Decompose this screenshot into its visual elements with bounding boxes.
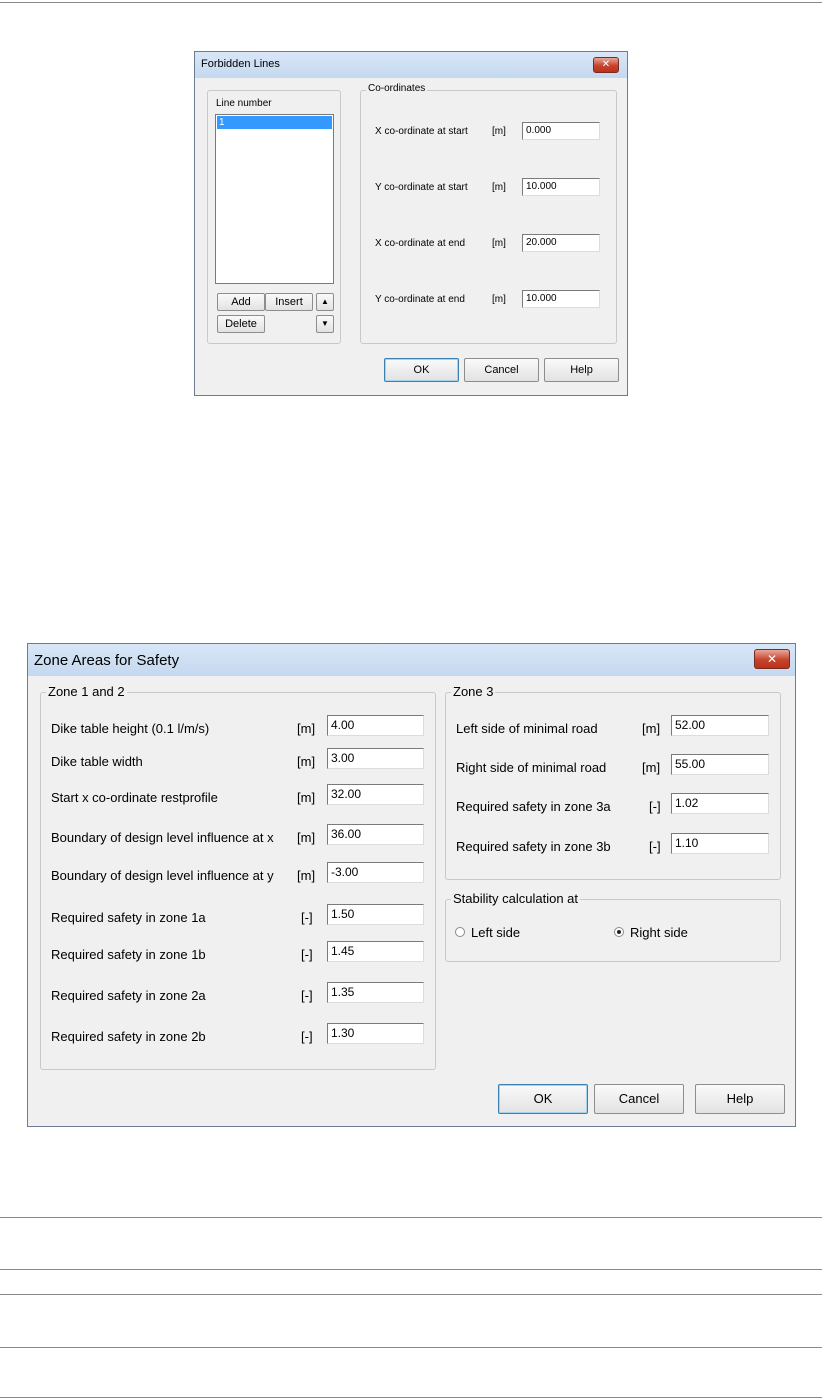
arrow-down-icon: ▼ <box>321 319 329 328</box>
boundary-y-input[interactable]: -3.00 <box>327 862 424 883</box>
zone-1-2-legend: Zone 1 and 2 <box>48 684 125 699</box>
safety-2a-unit: [-] <box>301 988 313 1003</box>
x-start-unit: [m] <box>492 126 506 137</box>
right-side-radio[interactable] <box>614 927 624 937</box>
safety-1b-input[interactable]: 1.45 <box>327 941 424 962</box>
safety-1a-unit: [-] <box>301 910 313 925</box>
ok-button[interactable]: OK <box>384 358 459 382</box>
close-button[interactable] <box>754 649 790 669</box>
move-down-button[interactable] <box>316 315 334 333</box>
safety-3b-input[interactable]: 1.10 <box>671 833 769 854</box>
list-item[interactable]: 1 <box>217 116 332 129</box>
left-road-unit: [m] <box>642 721 661 736</box>
left-road-input[interactable]: 52.00 <box>671 715 769 736</box>
page-footer-rule-2 <box>0 1269 822 1270</box>
line-number-label: Line number <box>216 98 272 109</box>
x-end-input[interactable]: 20.000 <box>522 234 600 252</box>
safety-2b-unit: [-] <box>301 1029 313 1044</box>
line-number-list[interactable] <box>215 114 334 284</box>
page-footer-rule-1 <box>0 1217 822 1218</box>
stability-legend: Stability calculation at <box>453 891 579 906</box>
dike-height-label: Dike table height (0.1 l/m/s) <box>51 721 210 736</box>
insert-button[interactable]: Insert <box>265 293 313 311</box>
title-bar[interactable] <box>28 644 795 676</box>
delete-button[interactable]: Delete <box>217 315 265 333</box>
page-header-rule <box>0 2 822 3</box>
title-bar[interactable] <box>195 52 627 78</box>
boundary-x-input[interactable]: 36.00 <box>327 824 424 845</box>
dike-width-unit: [m] <box>297 754 316 769</box>
dialog-client <box>198 78 624 392</box>
y-start-input[interactable]: 10.000 <box>522 178 600 196</box>
page-footer-rule-4 <box>0 1347 822 1348</box>
dialog-client <box>31 676 792 1123</box>
safety-3a-unit: [-] <box>649 799 661 814</box>
coordinates-legend: Co-ordinates <box>368 83 426 94</box>
help-button[interactable]: Help <box>544 358 619 382</box>
x-end-unit: [m] <box>492 238 506 249</box>
left-side-label[interactable]: Left side <box>471 925 521 940</box>
left-road-label: Left side of minimal road <box>456 721 598 736</box>
start-x-input[interactable]: 32.00 <box>327 784 424 805</box>
dialog-title: Forbidden Lines <box>201 58 280 70</box>
boundary-x-label: Boundary of design level influence at x <box>51 830 274 845</box>
safety-3a-input[interactable]: 1.02 <box>671 793 769 814</box>
ok-button[interactable]: OK <box>498 1084 588 1114</box>
arrow-up-icon: ▲ <box>321 297 329 306</box>
safety-1a-label: Required safety in zone 1a <box>51 910 206 925</box>
safety-1a-input[interactable]: 1.50 <box>327 904 424 925</box>
close-icon: ✕ <box>766 652 778 666</box>
dike-width-label: Dike table width <box>51 754 143 769</box>
y-start-unit: [m] <box>492 182 506 193</box>
y-end-label: Y co-ordinate at end <box>375 294 465 305</box>
y-end-input[interactable]: 10.000 <box>522 290 600 308</box>
cancel-button[interactable]: Cancel <box>594 1084 684 1114</box>
x-start-label: X co-ordinate at start <box>375 126 468 137</box>
zone-3-legend: Zone 3 <box>453 684 494 699</box>
right-road-label: Right side of minimal road <box>456 760 607 775</box>
safety-2b-label: Required safety in zone 2b <box>51 1029 206 1044</box>
start-x-label: Start x co-ordinate restprofile <box>51 790 218 805</box>
safety-2b-input[interactable]: 1.30 <box>327 1023 424 1044</box>
safety-3b-unit: [-] <box>649 839 661 854</box>
right-road-input[interactable]: 55.00 <box>671 754 769 775</box>
dike-width-input[interactable]: 3.00 <box>327 748 424 769</box>
boundary-x-unit: [m] <box>297 830 316 845</box>
boundary-y-label: Boundary of design level influence at y <box>51 868 274 883</box>
close-button[interactable] <box>593 57 619 73</box>
x-end-label: X co-ordinate at end <box>375 238 466 249</box>
dike-height-input[interactable]: 4.00 <box>327 715 424 736</box>
cancel-button[interactable]: Cancel <box>464 358 539 382</box>
y-end-unit: [m] <box>492 294 506 305</box>
right-side-label[interactable]: Right side <box>630 925 688 940</box>
safety-3b-label: Required safety in zone 3b <box>456 839 611 854</box>
forbidden-lines-dialog <box>194 51 628 396</box>
start-x-unit: [m] <box>297 790 316 805</box>
move-up-button[interactable] <box>316 293 334 311</box>
safety-2a-input[interactable]: 1.35 <box>327 982 424 1003</box>
safety-1b-unit: [-] <box>301 947 313 962</box>
boundary-y-unit: [m] <box>297 868 316 883</box>
right-road-unit: [m] <box>642 760 661 775</box>
safety-3a-label: Required safety in zone 3a <box>456 799 611 814</box>
left-side-radio[interactable] <box>455 927 465 937</box>
zone-areas-dialog <box>27 643 796 1127</box>
add-button[interactable]: Add <box>217 293 265 311</box>
close-icon: ✕ <box>601 59 611 70</box>
safety-2a-label: Required safety in zone 2a <box>51 988 206 1003</box>
help-button[interactable]: Help <box>695 1084 785 1114</box>
dike-height-unit: [m] <box>297 721 316 736</box>
page-footer-rule-3 <box>0 1294 822 1295</box>
dialog-title: Zone Areas for Safety <box>34 652 180 669</box>
y-start-label: Y co-ordinate at start <box>375 182 468 193</box>
x-start-input[interactable]: 0.000 <box>522 122 600 140</box>
safety-1b-label: Required safety in zone 1b <box>51 947 206 962</box>
